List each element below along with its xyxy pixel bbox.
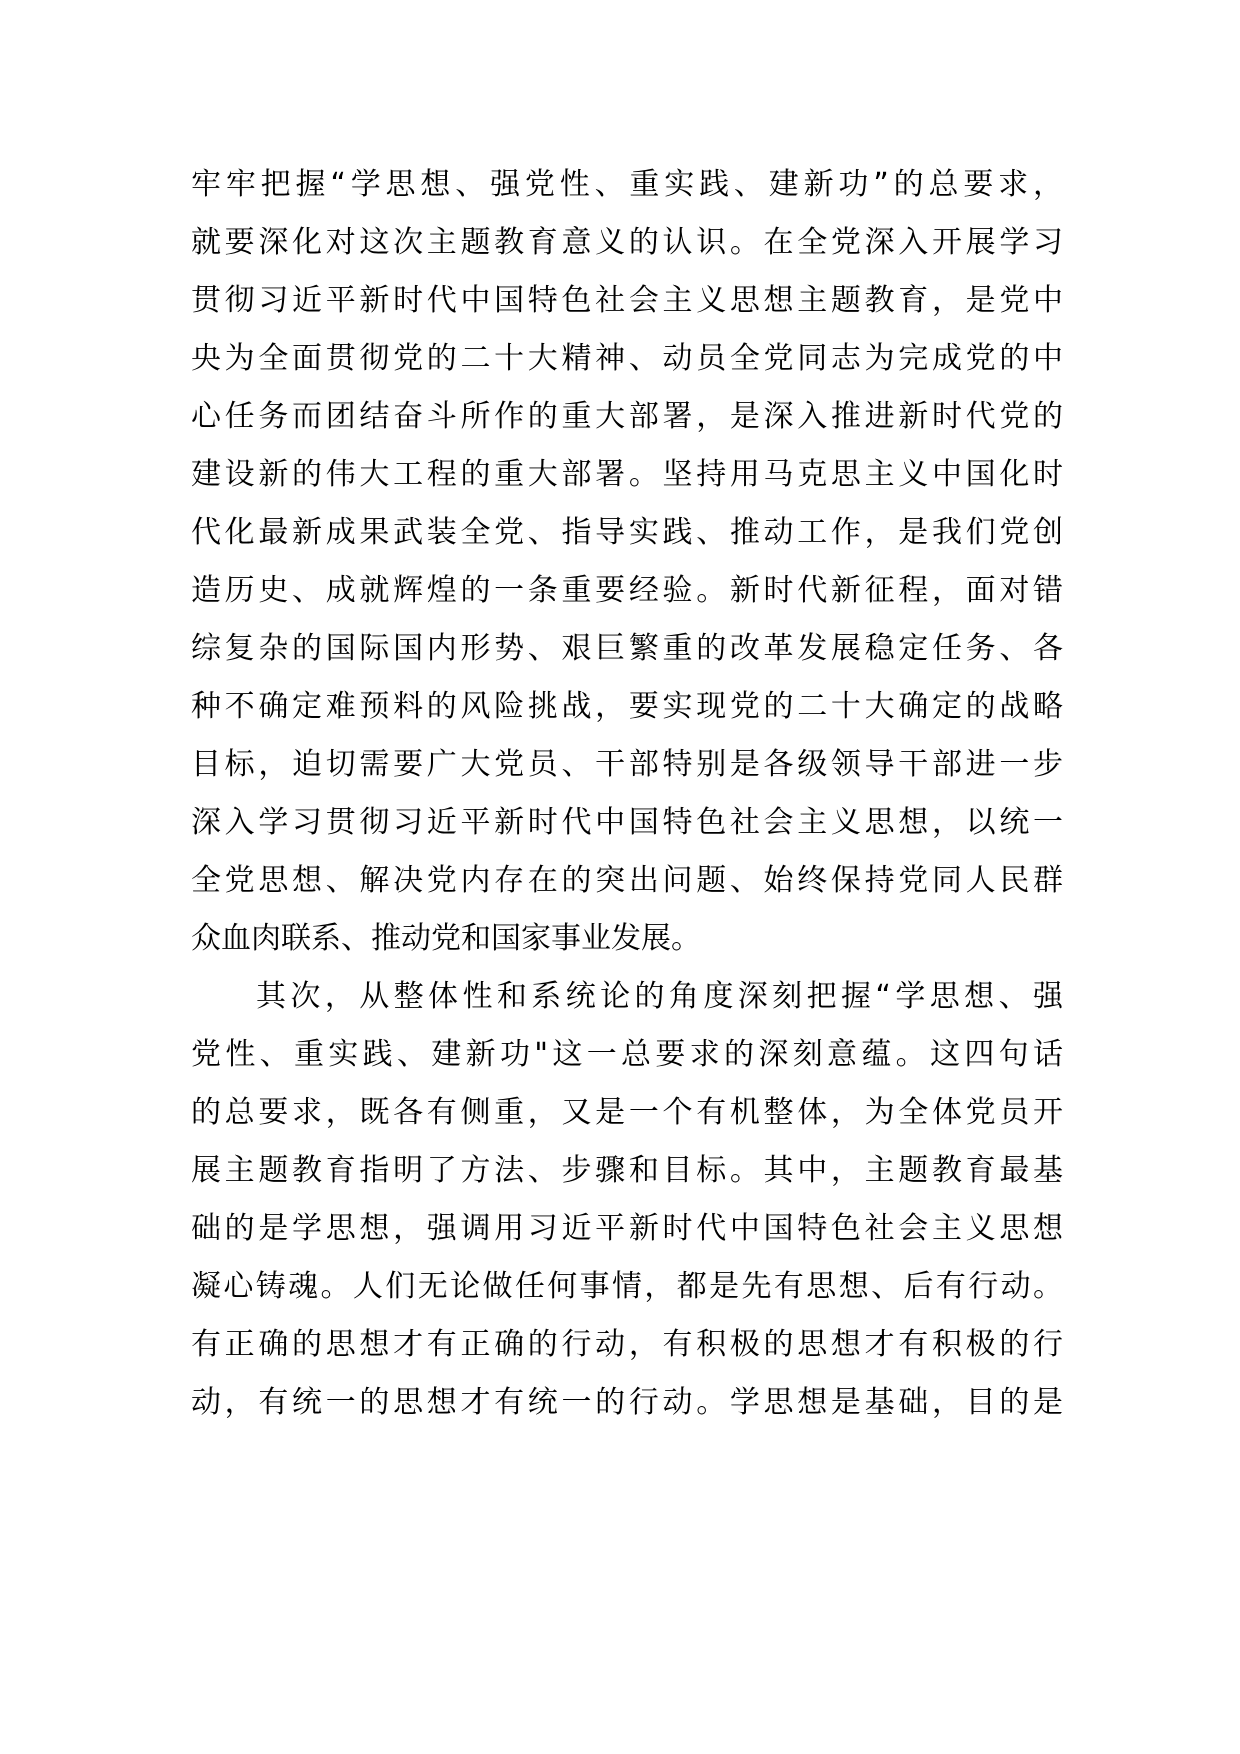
paragraph-line: 综复杂的国际国内形势、艰巨繁重的改革发展稳定任务、各 (191, 631, 1063, 666)
paragraph-line: 有正确的思想才有正确的行动，有积极的思想才有积极的行 (191, 1327, 1063, 1362)
paragraph-line: 建设新的伟大工程的重大部署。坚持用马克思主义中国化时 (191, 457, 1063, 492)
paragraph-line: 党性、重实践、建新功"这一总要求的深刻意蕴。这四句话 (191, 1037, 1063, 1072)
paragraph-line: 央为全面贯彻党的二十大精神、动员全党同志为完成党的中 (191, 341, 1063, 376)
paragraph-2 (191, 968, 1063, 1432)
paragraph-line: 动，有统一的思想才有统一的行动。学思想是基础，目的是 (191, 1385, 1063, 1420)
paragraph-line: 全党思想、解决党内存在的突出问题、始终保持党同人民群 (191, 863, 1063, 898)
paragraph-line: 代化最新成果武装全党、指导实践、推动工作，是我们党创 (191, 515, 1063, 550)
paragraph-line: 其次，从整体性和系统论的角度深刻把握“学思想、强 (256, 979, 1063, 1014)
paragraph-line: 展主题教育指明了方法、步骤和目标。其中，主题教育最基 (191, 1153, 1063, 1188)
paragraph-line: 众血肉联系、推动党和国家事业发展。 (191, 921, 701, 956)
paragraph-1 (191, 156, 1063, 968)
paragraph-line: 贯彻习近平新时代中国特色社会主义思想主题教育，是党中 (191, 283, 1063, 318)
paragraph-line: 目标，迫切需要广大党员、干部特别是各级领导干部进一步 (191, 747, 1063, 782)
paragraph-line: 造历史、成就辉煌的一条重要经验。新时代新征程，面对错 (191, 573, 1063, 608)
paragraph-line: 础的是学思想，强调用习近平新时代中国特色社会主义思想 (191, 1211, 1063, 1246)
paragraph-line: 心任务而团结奋斗所作的重大部署，是深入推进新时代党的 (191, 399, 1063, 434)
paragraph-line: 的总要求，既各有侧重，又是一个有机整体，为全体党员开 (191, 1095, 1063, 1130)
paragraph-line: 种不确定难预料的风险挑战，要实现党的二十大确定的战略 (191, 689, 1063, 724)
paragraph-line: 深入学习贯彻习近平新时代中国特色社会主义思想，以统一 (191, 805, 1063, 840)
paragraph-line: 凝心铸魂。人们无论做任何事情，都是先有思想、后有行动。 (191, 1269, 1063, 1304)
paragraph-line: 牢牢把握“学思想、强党性、重实践、建新功”的总要求， (191, 167, 1063, 202)
paragraph-line: 就要深化对这次主题教育意义的认识。在全党深入开展学习 (191, 225, 1063, 260)
